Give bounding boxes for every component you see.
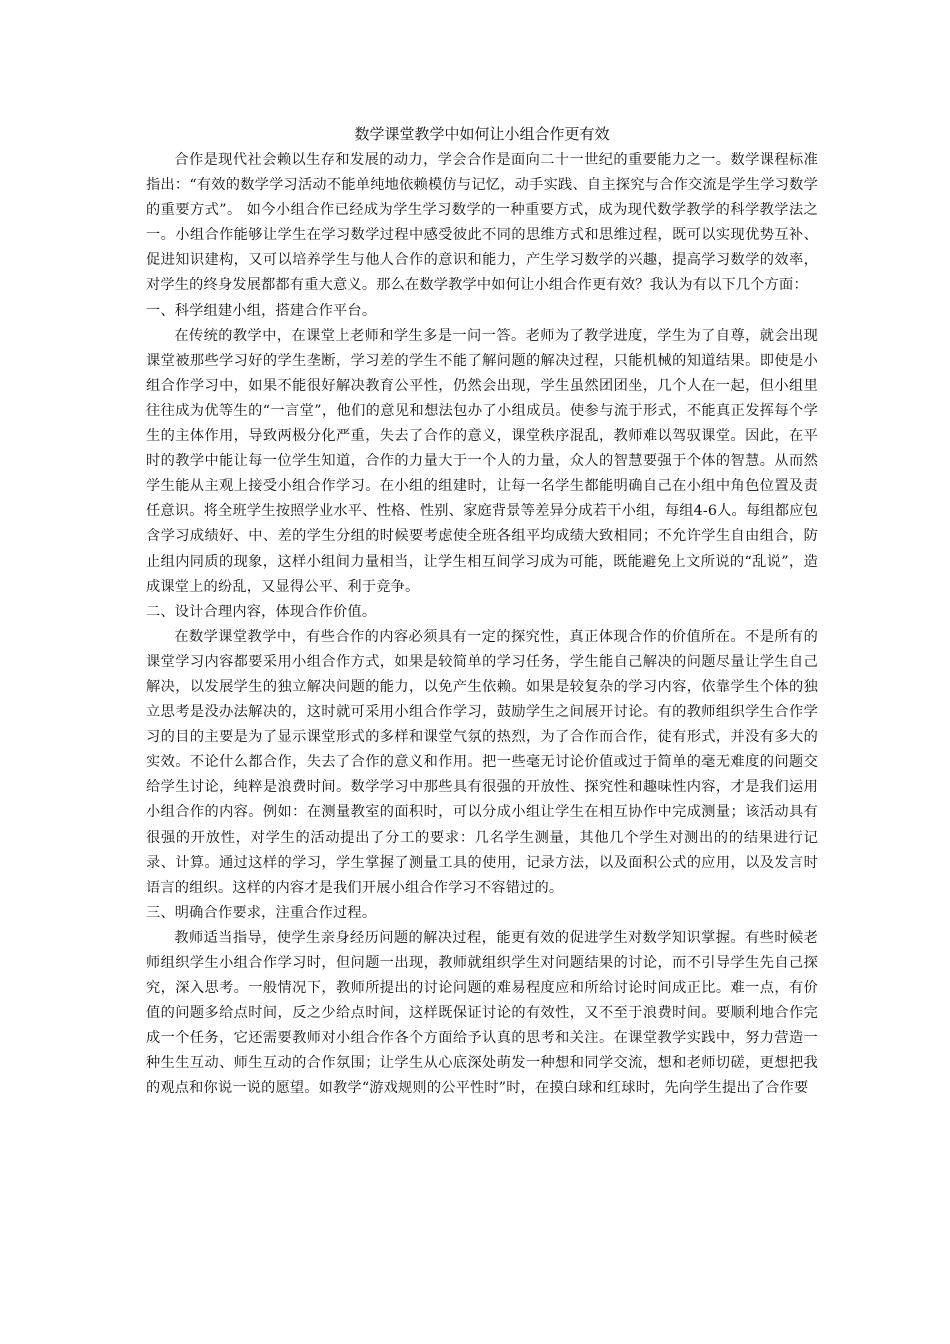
section-1-heading: 一、科学组建小组，搭建合作平台。 [146,302,377,319]
section-2-paragraph: 在数学课堂教学中，有些合作的内容必须具有一定的探究性，真正体现合作的价值所在。不是所有的课堂学习内容都要采用小组合作方式，如果是较简单的学习任务，学生能自己解决的问题尽量让学生自己解决，以发展学生的独立解决问题的能力，以免产生依赖。如果是较复杂的学习内容，依靠学生个体的独立思考是没办法解决的，这时就可采用小组合作学习，鼓励学生之间展开讨论。有的教师组织学生合作学习的目的主要是为了显示课堂形式的多样和课堂气氛的热烈，为了合作而合作，徒有形式，并没有多大的实效。不论什么都合作，失去了合作的意义和作用。把一些毫无讨论价值或过于简单的毫无难度的问题交给学生讨论，纯粹是浪费时间。数学学习中那些具有很强的开放性、探究性和趣味性内容，才是我们运用小组合作的内容。例如：在测量教室的面积时，可以分成小组让学生在相互协作中完成测量；该活动具有很强的开放性，对学生的活动提出了分工的要求：几名学生测量，其他几个学生对测出的的结果进行记录、计算。通过这样的学习，学生掌握了测量工具的使用，记录方法，以及面积公式的应用，以及发言时语言的组织。这样的内容才是我们开展小组合作学习不容错过的。 [146,628,818,896]
intro-paragraph: 合作是现代社会赖以生存和发展的动力，学会合作是面向二十一世纪的重要能力之一。数学课程标准指出：“有效的数学学习活动不能单纯地依赖模仿与记忆，动手实践、自主探究与合作交流是学生学习数学的重要方式”。 如今小组合作已经成为学生学习数学的一种重要方式，成为现代数学教学的科学教学法之一。小组合作能够让学生在学习数学过程中感受彼此不同的思维方式和思维过程，既可以实现优势互补、促进知识建构，又可以培养学生与他人合作的意识和能力，产生学习数学的兴趣，提高学习数学的效率，对学生的终身发展都都有重大意义。那么在数学教学中如何让小组合作更有效？我认为有以下几个方面： [146,152,818,294]
section-2-heading: 二、设计合理内容，体现合作价值。 [146,603,377,620]
section-3-paragraph: 教师适当指导，使学生亲身经历问题的解决过程，能更有效的促进学生对数学知识掌握。有些时候老师组织学生小组合作学习时，但问题一出现，教师就组织学生对问题结果的讨论，而不引导学生先自己探究，深入思考。一般情况下，教师所提出的讨论问题的难易程度应和所给讨论时间成正比。难一点，有价值的问题多给点时间，反之少给点时间，这样既保证讨论的有效性，又不至于浪费时间。要顺利地合作完成一个任务，它还需要教师对小组合作各个方面给予认真的思考和关注。在课堂教学实践中，努力营造一种生生互动、师生互动的合作氛围；让学生从心底深处萌发一种想和同学交流，想和老师切磋，更想把我的观点和你说一说的愿望。如教学“游戏规则的公平性时”时，在摸白球和红球时，先向学生提出了合作要 [146,929,818,1097]
section-1-paragraph: 在传统的教学中，在课堂上老师和学生多是一问一答。老师为了教学进度，学生为了自尊，就会出现课堂被那些学习好的学生垄断，学习差的学生不能了解问题的解决过程，只能机械的知道结果。即使是小组合作学习中，如果不能很好解决教育公平性，仍然会出现，学生虽然团团坐，几个人在一起，但小组里往往成为优等生的“一言堂”，他们的意见和想法包办了小组成员。使参与流于形式，不能真正发挥每个学生的主体作用，导致两极分化严重，失去了合作的意义，课堂秩序混乱，教师难以驾驭课堂。因此，在平时的教学中能让每一位学生知道，合作的力量大于一个人的力量，众人的智慧要强于个体的智慧。从而然学生能从主观上接受小组合作学习。在小组的组建时，让每一名学生都能明确自己在小组中角色位置及责任意识。将全班学生按照学业水平、性格、性别、家庭背景等差异分成若干小组，每组4-6人。每组都应包含学习成绩好、中、差的学生分组的时候要考虑使全班各组平均成绩大致相同；不允许学生自由组合，防止组内同质的现象，这样小组间力量相当，让学生相互间学习成为可能，既能避免上文所说的“乱说”，造成课堂上的纷乱，又显得公平、利于竞争。 [146,327,818,595]
document-page [146,122,818,1102]
document-title: 数学课堂教学中如何让小组合作更有效 [354,125,610,143]
section-3-heading: 三、明确合作要求，注重合作过程。 [146,904,377,921]
